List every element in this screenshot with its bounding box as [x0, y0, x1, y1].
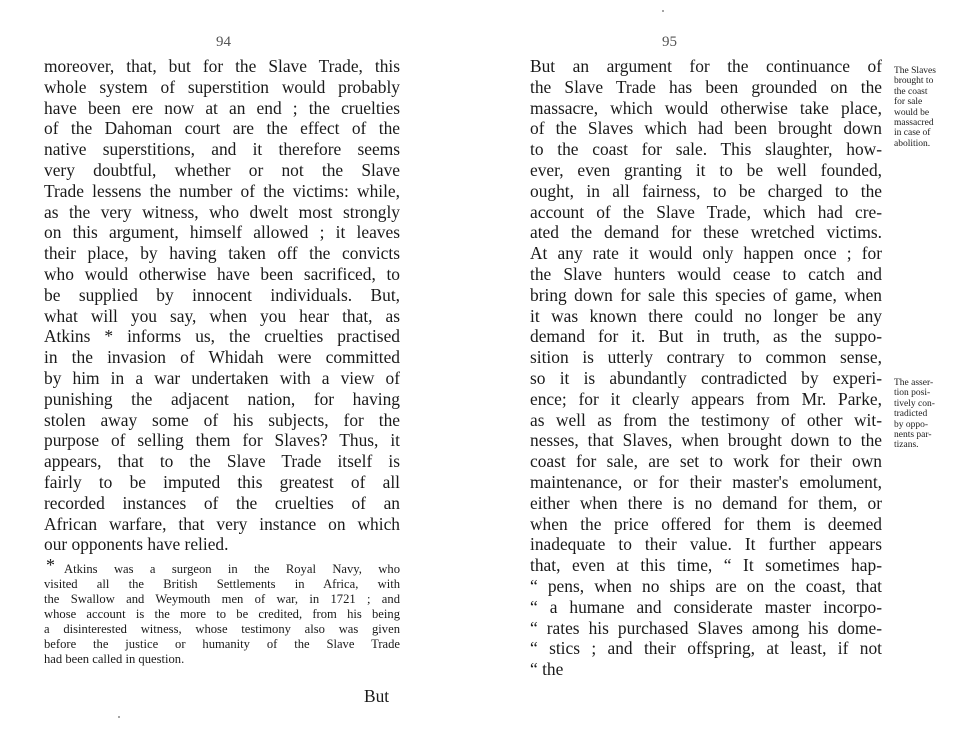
text-line: of the Dahoman court are the effect of the	[44, 118, 400, 139]
text-line: appears, that to the Slave Trade itself is	[44, 451, 400, 472]
text-line: “ rates his purchased Slaves among his dome-	[530, 617, 882, 638]
marginal-note-line: the coast	[894, 86, 928, 97]
paper-speck	[118, 716, 120, 718]
text-line: of the Slaves which had been brought down	[530, 118, 882, 139]
text-line: have been ere now at an end ; the cruelties	[44, 97, 400, 118]
left-body-text	[44, 56, 400, 555]
footnote-line: whose account is the more to be credited, from his being	[44, 607, 400, 621]
marginal-note-line: in case of	[894, 128, 931, 139]
text-line: as well as from the testimony of other wit-	[530, 409, 882, 430]
text-line: maintenance, or for their master's emolument,	[530, 471, 882, 492]
marginal-note-line: tizans.	[894, 440, 919, 451]
text-line: very doubtful, whether or not the Slave	[44, 159, 400, 180]
text-line: moreover, that, but for the Slave Trade, this	[44, 56, 400, 76]
footnote-line: visited all the British Settlements in Africa, with	[44, 577, 400, 591]
text-line: bring down for sale this species of game, when	[530, 284, 882, 305]
marginal-note-line: would be	[894, 107, 930, 118]
page-number-right: 95	[662, 34, 677, 50]
text-line: by him in a war undertaken with a view of	[44, 367, 400, 388]
text-line: the Slave Trade has been grounded on the	[530, 76, 882, 97]
text-line: massacre, which would otherwise take place,	[530, 97, 882, 118]
text-line: Atkins * informs us, the cruelties practised	[44, 326, 400, 347]
right-body-text	[530, 56, 882, 680]
text-line: “ stics ; and their offspring, at least, if not	[530, 638, 882, 659]
marginal-note-line: by oppo-	[894, 419, 929, 430]
text-line: nesses, that Slaves, when brought down to the	[530, 430, 882, 451]
text-line: ated the demand for these wretched victims.	[530, 222, 882, 243]
marginal-note-assertion	[894, 378, 964, 451]
text-line: ever, even granting it to be well founded,	[530, 159, 882, 180]
right-page	[490, 0, 980, 740]
text-line: At any rate it would only happen once ; for	[530, 243, 882, 264]
text-line: ence; for it clearly appears from Mr. Parke,	[530, 388, 882, 409]
text-line: “ the	[530, 659, 564, 680]
marginal-note-line: tion posi-	[894, 388, 931, 399]
text-line: “ pens, when no ships are on the coast, that	[530, 575, 882, 596]
text-line: ought, in all fairness, to be charged to the	[530, 180, 882, 201]
text-line: punishing the adjacent nation, for having	[44, 388, 400, 409]
text-line: native superstitions, and it therefore seems	[44, 139, 400, 160]
text-line: on this argument, himself allowed ; it leaves	[44, 222, 400, 243]
marginal-note-line: tively con-	[894, 398, 935, 409]
text-line: “ a humane and considerate master incorpo-	[530, 596, 882, 617]
paper-speck	[662, 10, 664, 12]
text-line: our opponents have relied.	[44, 534, 229, 555]
marginal-note-massacre	[894, 66, 964, 149]
text-line: it was known there could no longer be any	[530, 305, 882, 326]
text-line: what will you say, when you hear that, as	[44, 305, 400, 326]
text-line: African warfare, that very instance on which	[44, 513, 400, 534]
marginal-note-line: brought to	[894, 76, 934, 87]
footnote-line: a disinterested witness, whose testimony also was given	[44, 622, 400, 636]
text-line: the Slave hunters would cease to catch and	[530, 263, 882, 284]
text-line: who would otherwise have been sacrificed, to	[44, 263, 400, 284]
footnote-line: had been called in question.	[44, 652, 185, 666]
marginal-note-line: massacred	[894, 118, 934, 129]
text-line: be supplied by innocent individuals. But,	[44, 284, 400, 305]
text-line: either when there is no demand for them, or	[530, 492, 882, 513]
marginal-note-line: abolition.	[894, 138, 931, 149]
marginal-note-line: nents par-	[894, 430, 932, 441]
footnote-line: Atkins was a surgeon in the Royal Navy, who	[64, 562, 400, 576]
text-line: account of the Slave Trade, which had cre-	[530, 201, 882, 222]
footnote	[44, 555, 400, 667]
text-line: Trade lessens the number of the victims: while,	[44, 180, 400, 201]
text-line: in the invasion of Whidah were committed	[44, 347, 400, 368]
text-line: recorded instances of the cruelties of an	[44, 492, 400, 513]
footnote-line: the Swallow and Weymouth men of war, in 1721 ; and	[44, 592, 400, 606]
text-line: purpose of selling them for Slaves? Thus, it	[44, 430, 400, 451]
text-line: whole system of superstition would probably	[44, 76, 400, 97]
page-number-left: 94	[216, 34, 231, 50]
text-line: to the coast for sale. This slaughter, how-	[530, 139, 882, 160]
text-line: that, even at this time, “ It sometimes hap-	[530, 555, 882, 576]
text-line: so it is abundantly contradicted by experi-	[530, 367, 882, 388]
text-line: sition is utterly contrary to common sense,	[530, 347, 882, 368]
footnote-text	[44, 562, 400, 667]
text-line: coast for sale, are set to work for their own	[530, 451, 882, 472]
text-line: as the very witness, who dwelt most strongly	[44, 201, 400, 222]
marginal-note-line: for sale	[894, 97, 923, 108]
marginal-note-line: The Slaves	[894, 66, 936, 76]
text-line: But an argument for the continuance of	[530, 56, 882, 76]
footnote-line: before the justice or humanity of the Slave Trade	[44, 637, 400, 651]
text-line: stolen away some of his subjects, for the	[44, 409, 400, 430]
catchword: But	[364, 686, 390, 706]
marginal-note-line: The asser-	[894, 378, 934, 388]
text-line: demand for it. But in truth, as the suppo-	[530, 326, 882, 347]
text-line: their place, by having taken off the convicts	[44, 243, 400, 264]
text-line: fairly to be imputed this greatest of all	[44, 471, 400, 492]
text-line: inadequate to their value. It further appears	[530, 534, 882, 555]
footnote-marker: *	[46, 555, 55, 575]
text-line: when the price offered for them is deemed	[530, 513, 882, 534]
marginal-note-line: tradicted	[894, 409, 928, 420]
